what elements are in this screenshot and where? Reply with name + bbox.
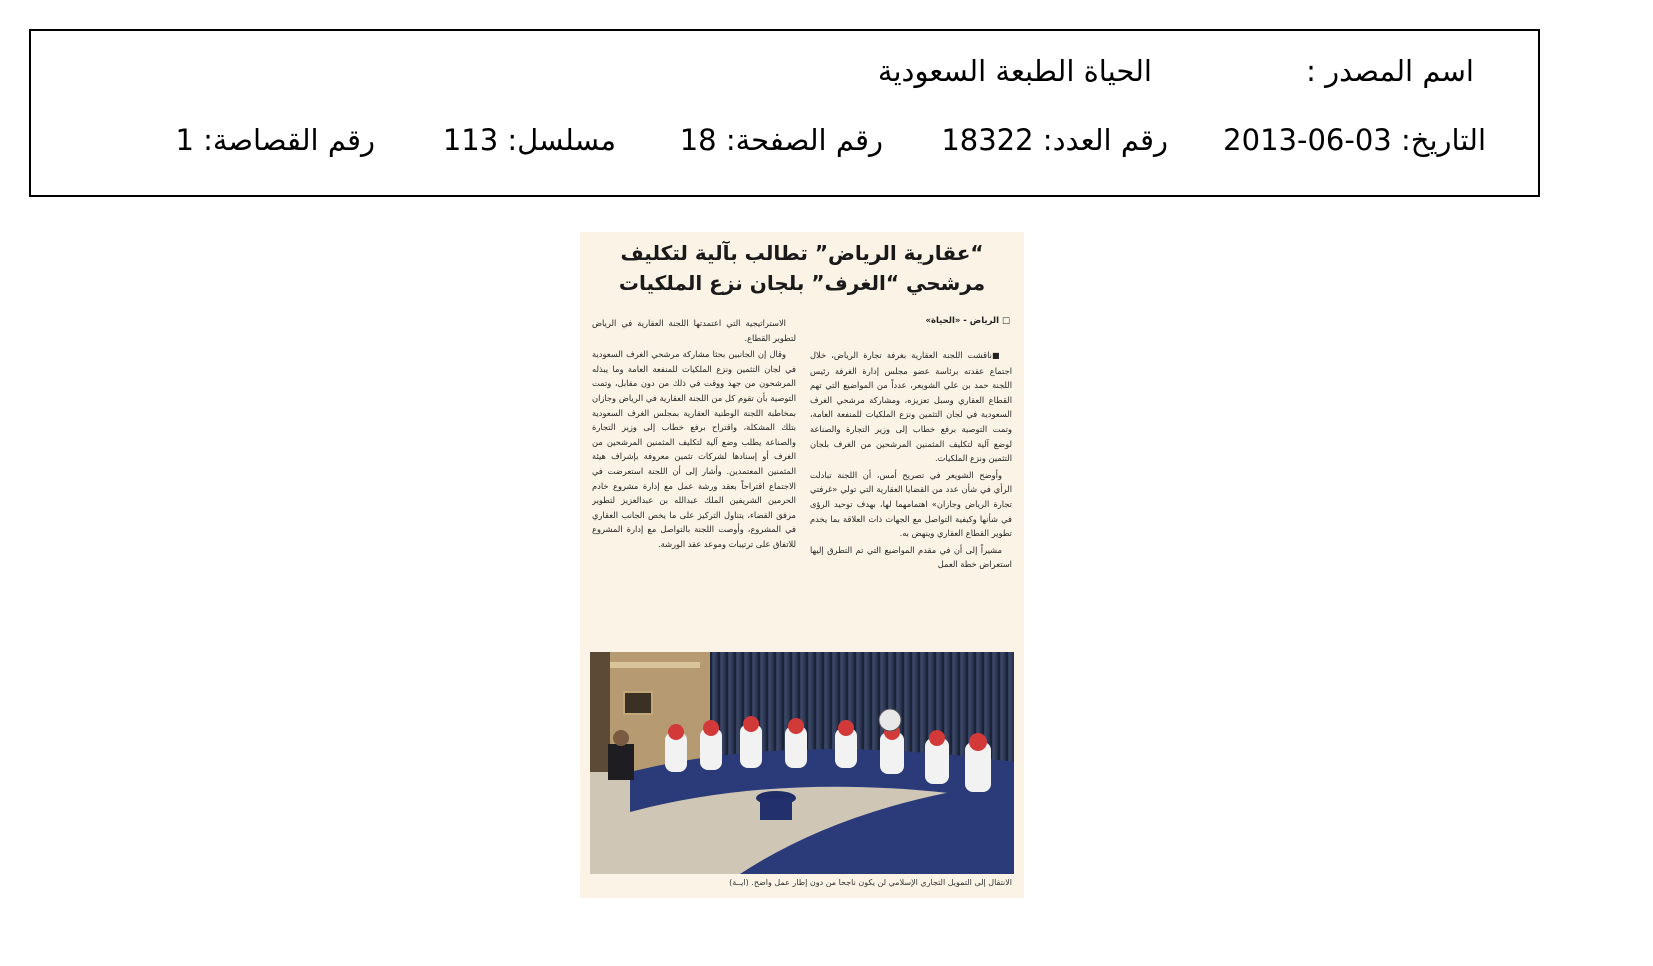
paragraph: وقال إن الجانبين بحثا مشاركة مرشحي الغرف السعودية في لجان التثمين ونزع الملكيات للمنفعة العامة وما يبذله المرشحون من جهد ووقت في ذلك من دون مقابل، وتمت التوصية بأن تقوم كل من اللجنة العقارية في الرياض وجازان بمخاطبة اللجنة الوطنية العقارية بمجلس الغرف السعودية بتلك المشكلة، واقتراح برفع خطاب إلى وزير التجارة والصناعة يطلب وضع آلية لتكليف المثمنين المرشحين من الغرف أو إسنادها لشركات تثمين معروفة بإشراف هيئة المثمنين المعتمدين. وأشار إلى أن اللجنة استعرضت في الاجتماع اقتراحاً بعقد ورشة عمل مع إدارة مشروع خادم الحرمين الشريفين الملك عبدالله بن عبدالعزيز لتطوير مرفق القضاء، يتناول التركيز على ما يخص الجانب العقاري في المشروع، وأوصت اللجنة بالتواصل مع إدارة المشروع للاتفاق على ترتيبات وموعد عقد الورشة. [592,349,796,549]
source-info-box [29,29,1540,197]
headline-line-2: مرشحي “الغرف” بلجان نزع الملكيات [618,271,986,295]
newspaper-clipping [580,232,1024,898]
source-value: الحياة الطبعة السعودية [877,54,1152,88]
paragraph: وأوضح الشويعر في تصريح أمس، أن اللجنة تبادلت الرأي في شأن عدد من القضايا العقارية التي تولي «غرفتي تجارة الرياض وجازان» اهتمامهما لها، بهدف توحيد الرؤى في شأنها وكيفية التواصل مع الجهات ذات العلاقة بما يخدم تطوير القطاع العقاري وينهض به. [810,469,1012,539]
issue-number-field: رقم العدد: 18322 [941,123,1168,157]
article-byline: □ الرياض - «الحياة» [925,316,1010,326]
date-field: التاريخ: 03-06-2013 [1223,123,1486,157]
clipping-number-field: رقم القصاصة: 1 [175,123,375,157]
source-label: اسم المصدر : [1306,54,1474,88]
meeting-photo [590,652,1014,874]
photo-caption: الانتقال إلى التمويل التجاري الإسلامي لن يكون ناجحاً من دون إطار عمل واضح. (ايــة) [729,878,1012,887]
paragraph: مشيراً إلى أن في مقدم المواضيع التي تم التطرق إليها استعراض خطة العمل [810,544,1012,570]
serial-field: مسلسل: 113 [442,123,616,157]
page-number-field: رقم الصفحة: 18 [679,123,883,157]
paragraph: الاستراتيجية التي اعتمدتها اللجنة العقارية في الرياض لتطوير القطاع. [592,318,796,343]
paragraph: ■ ناقشت اللجنة العقارية بغرفة تجارة الرياض، خلال اجتماع عقدته برئاسة عضو مجلس إدارة الغرفة رئيس اللجنة حمد بن علي الشويعر، عدداً من المواضيع التي تهم القطاع العقاري وسبل تعزيزه، ومشاركة مرشحي الغرف السعودية في لجان التثمين ونزع الملكيات للمنفعة العامة، وتمت التوصية برفع خطاب إلى وزير التجارة والصناعة لوضع آلية لتكليف المثمنين المرشحين من الغرف بلجان التثمين ونزع الملكيات. [810,348,1012,466]
headline-line-1: “عقارية الرياض” تطالب بآلية لتكليف [620,241,984,265]
article-column-left [592,316,796,648]
article-headline [586,238,1018,308]
article-column-right [810,348,1012,648]
